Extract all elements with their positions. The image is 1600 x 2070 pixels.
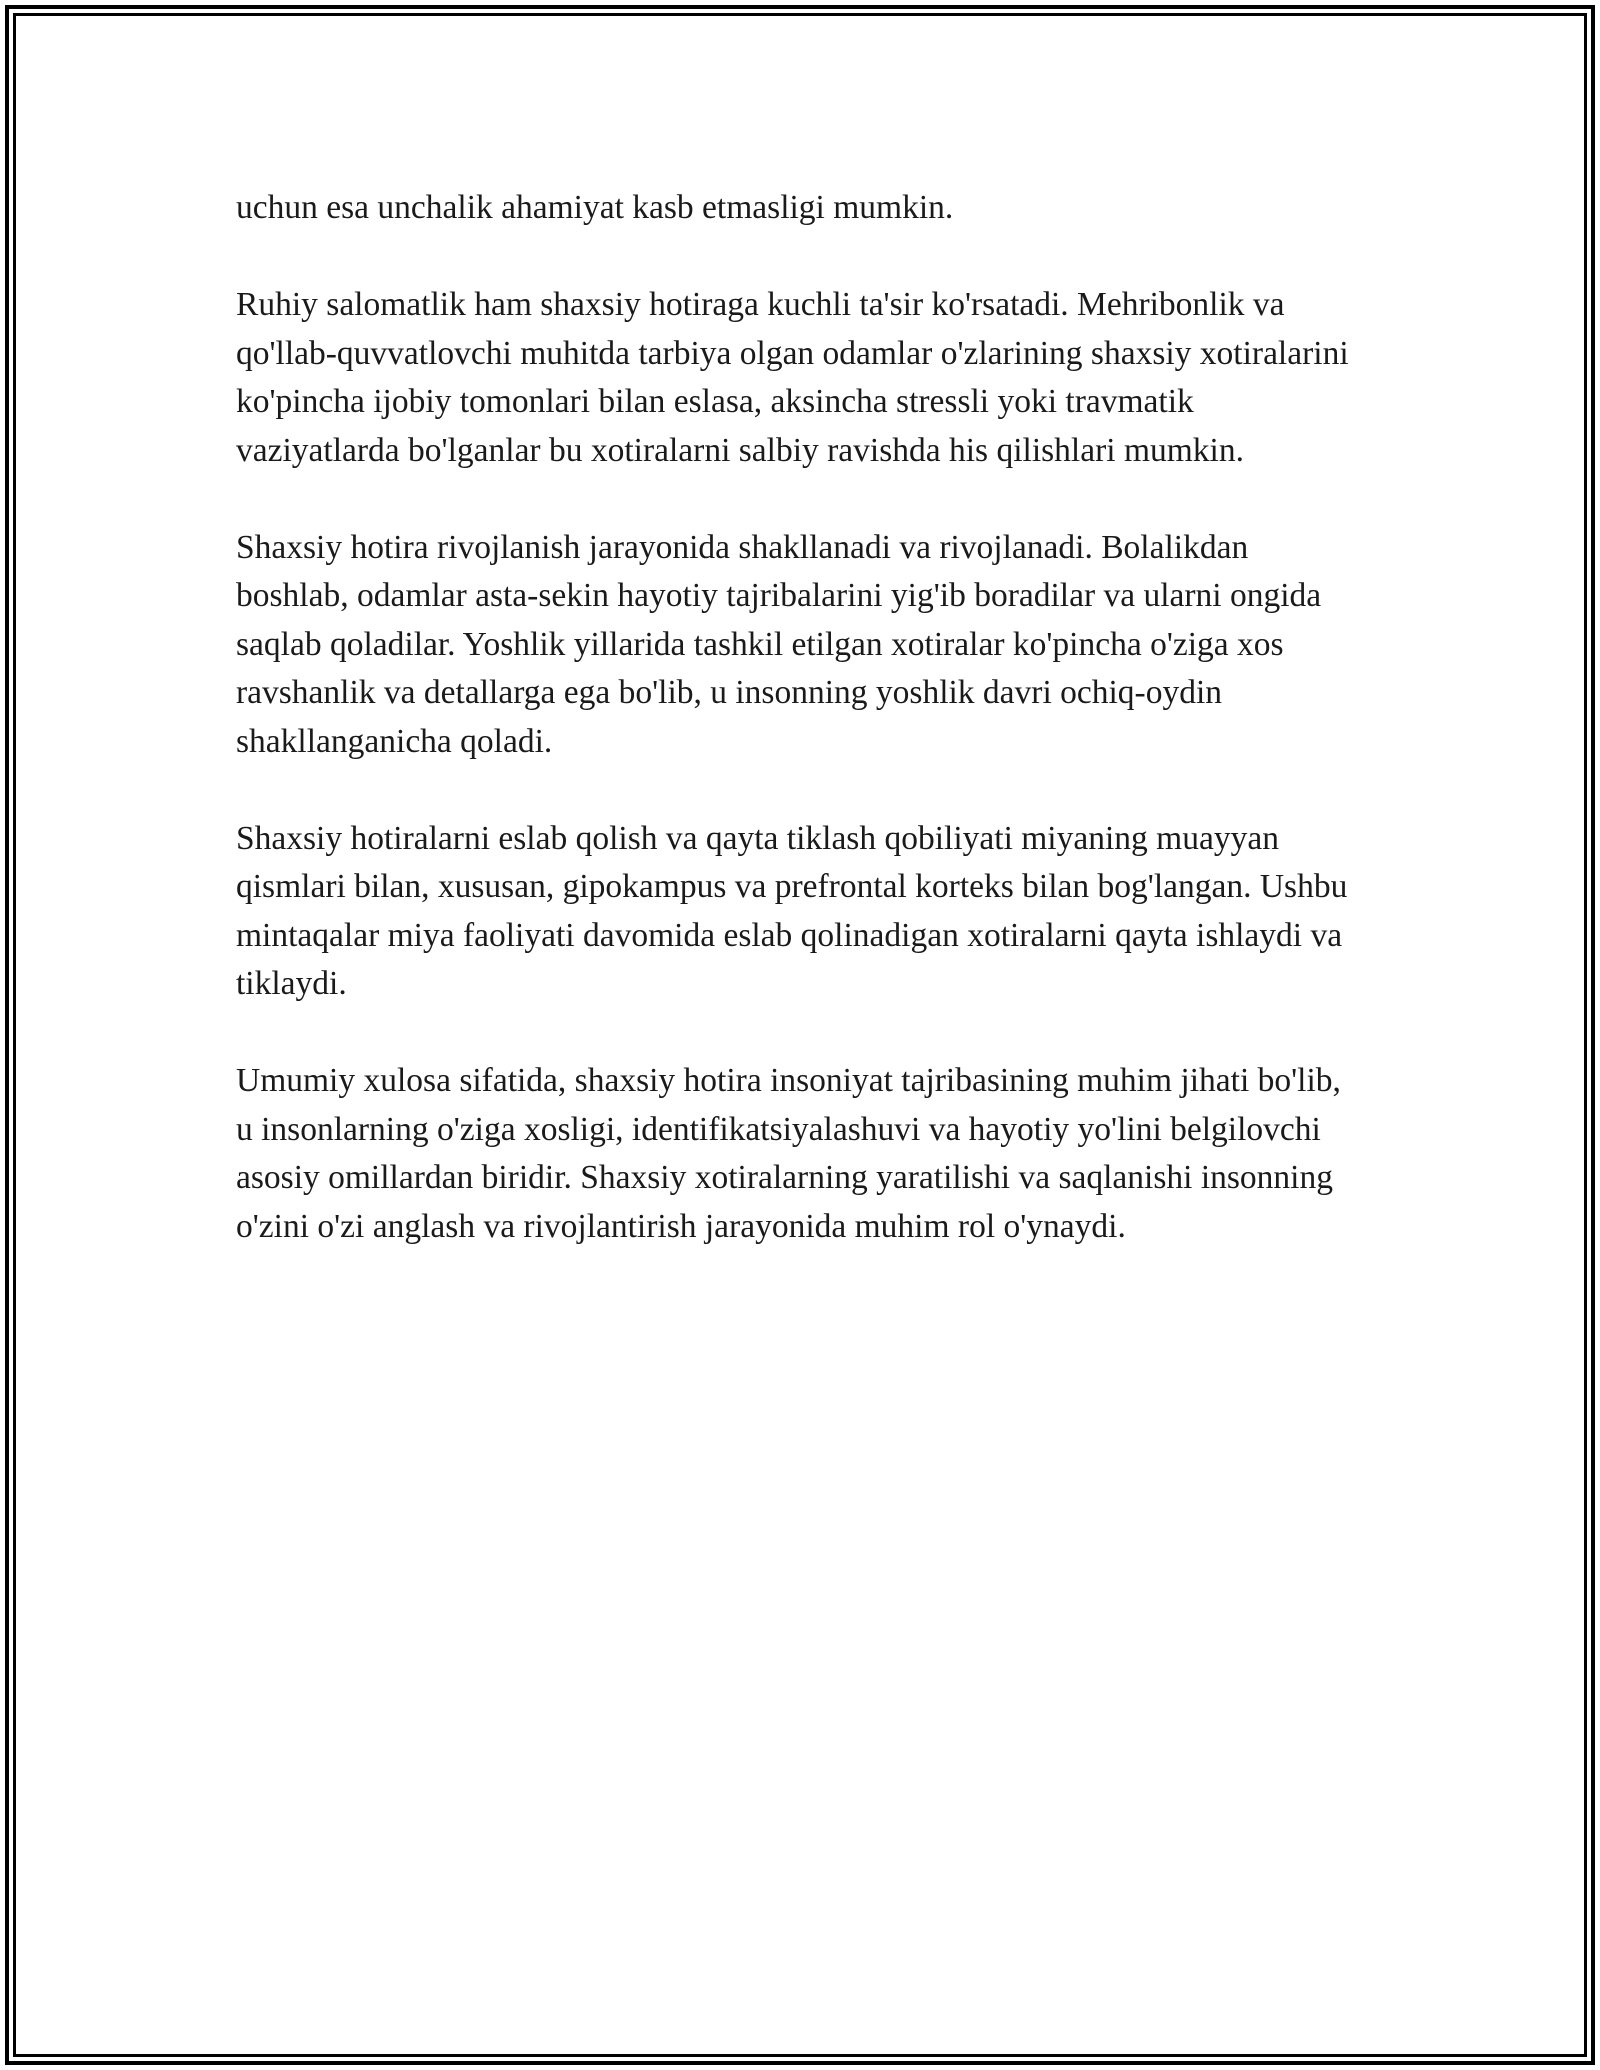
paragraph-3: Shaxsiy hotira rivojlanish jarayonida shakllanadi va rivojlanadi. Bolalikdan boshlab, odamlar asta-sekin hayotiy tajribalarini yig'ib boradilar va ularni ongida saqlab qoladilar. Yoshlik yillarida tashkil etilgan xotiralar ko'pincha o'ziga xos ravshanlik va detallarga ega bo'lib, u insonning yoshlik davri ochiq-oydin shakllanganicha qoladi. [236, 528, 1322, 760]
document-body [236, 184, 1364, 1300]
paragraph-2: Ruhiy salomatlik ham shaxsiy hotiraga kuchli ta'sir ko'rsatadi. Mehribonlik va qo'llab-quvvatlovchi muhitda tarbiya olgan odamlar o'zlarining shaxsiy xotiralarini ko'pincha ijobiy tomonlari bilan eslasa, aksincha stressli yoki travmatik vaziyatlarda bo'lganlar bu xotiralarni salbiy ravishda his qilishlari mumkin. [236, 286, 1349, 469]
paragraph-5: Umumiy xulosa sifatida, shaxsiy hotira insoniyat tajribasining muhim jihati bo'lib, u insonlarning o'ziga xosligi, identifikatsiyalashuvi va hayotiy yo'lini belgilovchi asosiy omillardan biridir. Shaxsiy xotiralarning yaratilishi va saqlanishi insonning o'zini o'zi anglash va rivojlantirish jarayonida muhim rol o'ynaydi. [236, 1062, 1341, 1245]
paragraph-4: Shaxsiy hotiralarni eslab qolish va qayta tiklash qobiliyati miyaning muayyan qismlari bilan, xususan, gipokampus va prefrontal korteks bilan bog'langan. Ushbu mintaqalar miya faoliyati davomida eslab qolinadigan xotiralarni qayta ishlaydi va tiklaydi. [236, 819, 1348, 1002]
paragraph-1: uchun esa unchalik ahamiyat kasb etmasligi mumkin. [236, 189, 954, 226]
